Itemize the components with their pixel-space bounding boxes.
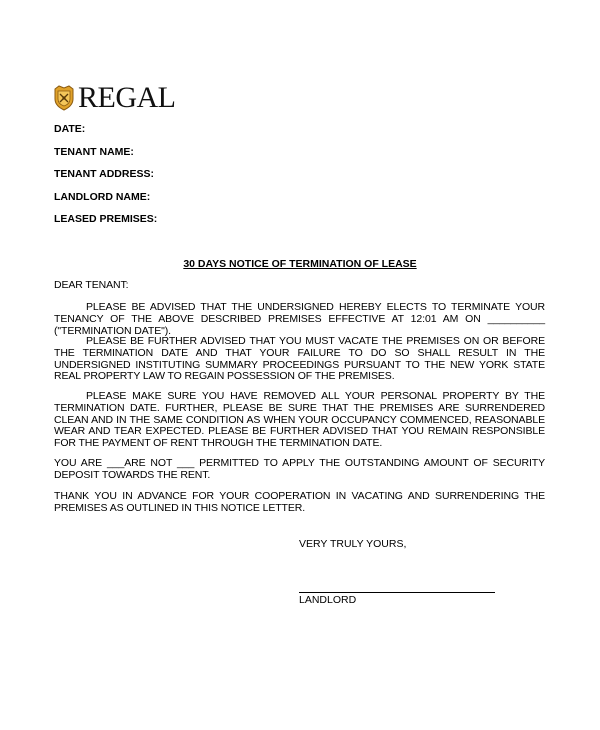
paragraph-security-deposit: YOU ARE ___ARE NOT ___ PERMITTED TO APPLY THE OUTSTANDING AMOUNT OF SECURITY DEPOSIT TOWARDS THE RENT. [54, 457, 545, 481]
paragraph-termination: PLEASE BE ADVISED THAT THE UNDERSIGNED HEREBY ELECTS TO TERMINATE YOUR TENANCY OF THE ABOVE DESCRIBED PREMISES EFFECTIVE AT 12:01 AM ON __________ ("TERMINATION DATE"). [54, 301, 545, 337]
salutation: DEAR TENANT: [54, 279, 129, 291]
paragraph-vacate: PLEASE BE FURTHER ADVISED THAT YOU MUST VACATE THE PREMISES ON OR BEFORE THE TERMINATION DATE AND THAT YOUR FAILURE TO DO SO SHALL RESULT IN THE UNDERSIGNED INSTITUTING SUMMARY PROCEEDINGS PURSUANT TO THE NEW YORK STATE REAL PROPERTY LAW TO REGAIN POSSESSION OF THE PREMISES. [54, 335, 545, 383]
tenant-address-label: TENANT ADDRESS: [54, 168, 154, 180]
logo-text: REGAL [78, 81, 176, 114]
signature-line [299, 592, 495, 593]
paragraph-thanks: THANK YOU IN ADVANCE FOR YOUR COOPERATION IN VACATING AND SURRENDERING THE PREMISES AS OUTLINED IN THIS NOTICE LETTER. [54, 490, 545, 514]
crest-icon [53, 85, 75, 111]
signature-label: LANDLORD [299, 594, 357, 606]
landlord-name-label: LANDLORD NAME: [54, 191, 151, 203]
leased-premises-label: LEASED PREMISES: [54, 213, 158, 225]
notice-title: 30 DAYS NOTICE OF TERMINATION OF LEASE [183, 258, 417, 270]
closing: VERY TRULY YOURS, [299, 538, 407, 550]
tenant-name-label: TENANT NAME: [54, 146, 134, 158]
logo [53, 81, 176, 114]
date-label: DATE: [54, 123, 86, 135]
paragraph-property: PLEASE MAKE SURE YOU HAVE REMOVED ALL YOUR PERSONAL PROPERTY BY THE TERMINATION DATE. FURTHER, PLEASE BE SURE THAT THE PREMISES ARE SURRENDERED CLEAN AND IN THE SAME CONDITION AS WHEN YOUR OCCUPANCY COMMENCED, REASONABLE WEAR AND TEAR EXPECTED. PLEASE BE FURTHER ADVISED THAT YOU REMAIN RESPONSIBLE FOR THE PAYMENT OF RENT THROUGH THE TERMINATION DATE. [54, 390, 545, 450]
